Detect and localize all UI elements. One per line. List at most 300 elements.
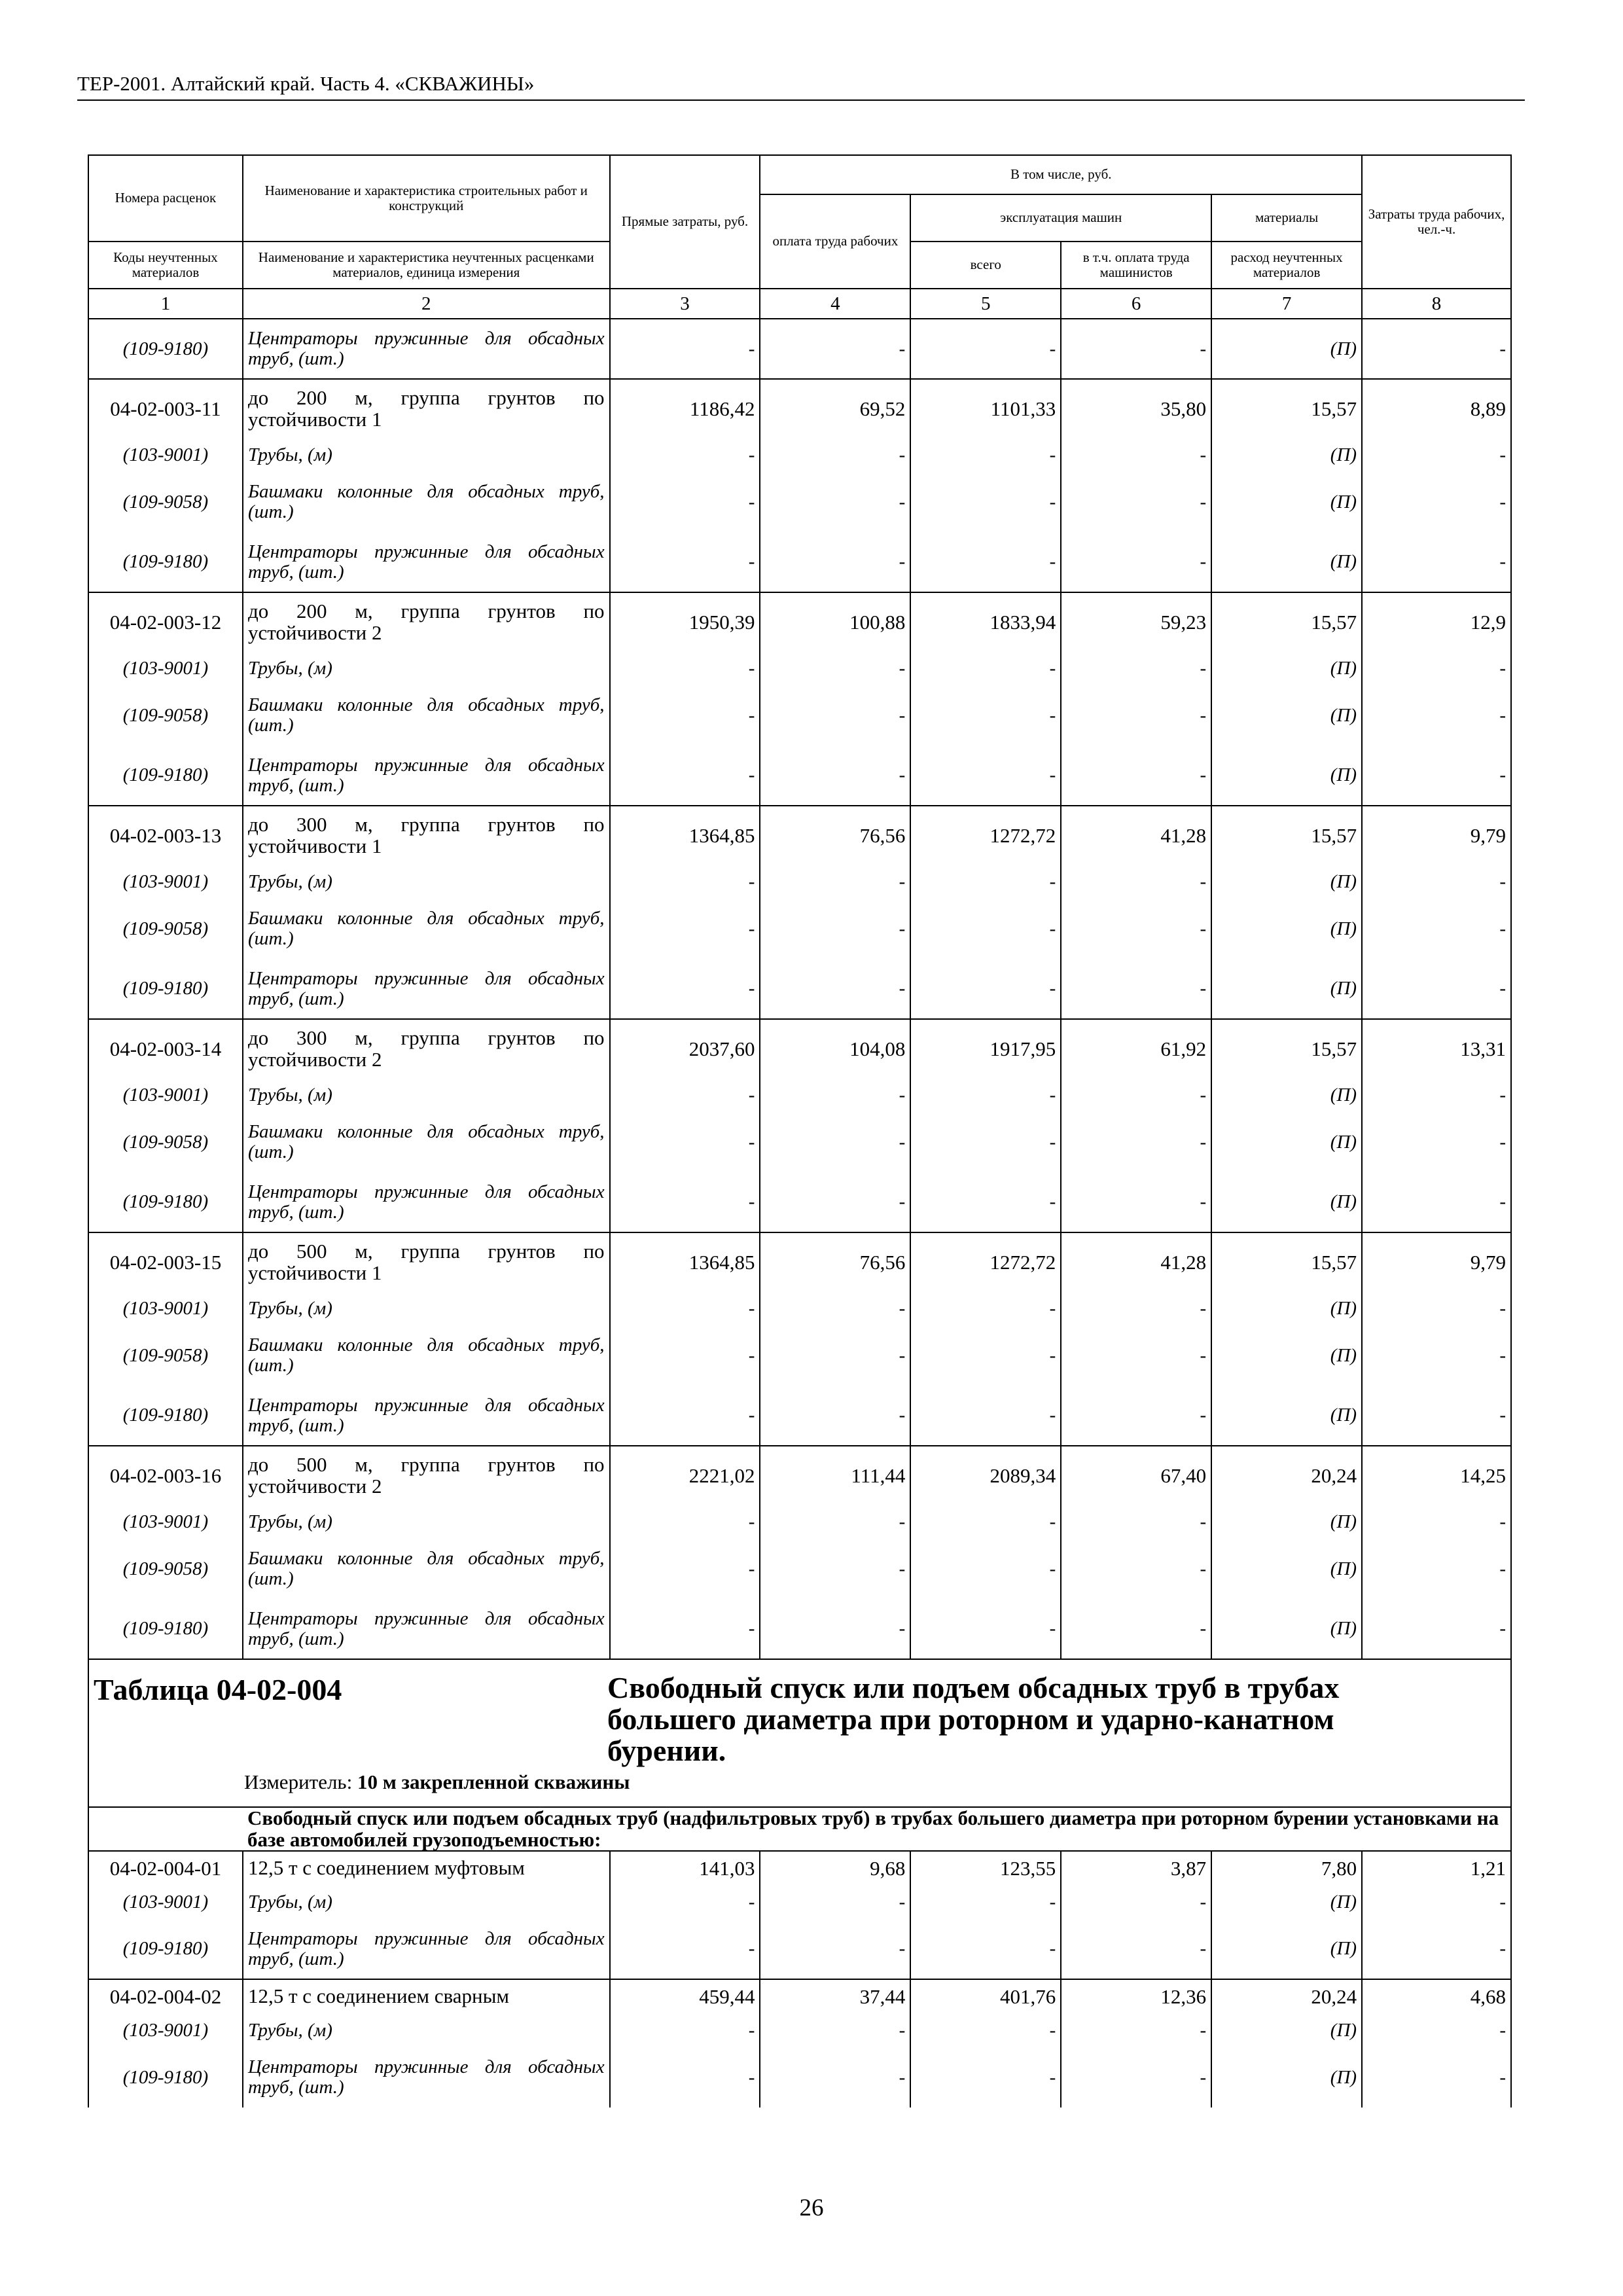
- cell-dash: -: [910, 959, 1061, 1019]
- cell-dash: -: [1061, 438, 1211, 472]
- cell-dash: -: [910, 1599, 1061, 1659]
- cell-dash: -: [1362, 472, 1511, 532]
- column-number: 6: [1061, 289, 1211, 319]
- cell-dash: -: [910, 2047, 1061, 2108]
- cell-dash: -: [610, 1919, 760, 1979]
- cell-dash: -: [1061, 472, 1211, 532]
- cell-dash: -: [910, 2013, 1061, 2047]
- cell-dash: -: [1061, 1505, 1211, 1539]
- cell-material-mark: (П): [1211, 1539, 1362, 1599]
- cell-dash: -: [760, 685, 910, 745]
- rate-name: до 500 м, группа грунтов по устойчивости 1: [243, 1232, 610, 1291]
- cell-dash: -: [1061, 1172, 1211, 1232]
- material-code: (103-9001): [88, 1078, 243, 1112]
- col-header-direct-costs: Прямые затраты, руб.: [610, 155, 760, 289]
- cell-c4: 9,68: [760, 1851, 910, 1885]
- cell-dash: -: [1362, 532, 1511, 592]
- cell-material-mark: (П): [1211, 2013, 1362, 2047]
- cell-dash: -: [1362, 2047, 1511, 2108]
- rate-code: 04-02-004-01: [88, 1851, 243, 1885]
- cell-dash: -: [760, 1325, 910, 1386]
- column-number: 2: [243, 289, 610, 319]
- cell-labor: -: [1362, 319, 1511, 379]
- material-code: (109-9058): [88, 899, 243, 959]
- cell-dash: -: [910, 745, 1061, 806]
- material-row: [88, 1539, 1511, 1599]
- material-code: (109-9180): [88, 1599, 243, 1659]
- cell-material-mark: (П): [1211, 899, 1362, 959]
- col-header-operator-pay: в т.ч. оплата труда машинистов: [1061, 242, 1211, 289]
- cell-c7: 15,57: [1211, 379, 1362, 438]
- cell-dash: -: [760, 2013, 910, 2047]
- cell-dash: -: [1362, 1078, 1511, 1112]
- cell-dash: -: [760, 2047, 910, 2108]
- cell-dash: -: [1061, 959, 1211, 1019]
- section-heading-row: [88, 1807, 1511, 1851]
- material-code: (109-9058): [88, 472, 243, 532]
- cell-dash: -: [760, 532, 910, 592]
- cell-dash: -: [610, 1112, 760, 1172]
- material-name: Башмаки колонные для обсадных труб, (шт.): [243, 1539, 610, 1599]
- cell-dash: -: [610, 532, 760, 592]
- rate-row: [88, 379, 1511, 438]
- material-code: (109-9058): [88, 1539, 243, 1599]
- cell-material-mark: (П): [1211, 1112, 1362, 1172]
- cell-c7: 20,24: [1211, 1446, 1362, 1505]
- rate-name: до 300 м, группа грунтов по устойчивости 2: [243, 1019, 610, 1078]
- cell-c8: 14,25: [1362, 1446, 1511, 1505]
- cell-c8: 1,21: [1362, 1851, 1511, 1885]
- col-header-machines-total: всего: [910, 242, 1061, 289]
- cell-c3: 2221,02: [610, 1446, 760, 1505]
- cell-material-mark: (П): [1211, 1919, 1362, 1979]
- rate-row: [88, 592, 1511, 651]
- cell-dash: -: [760, 472, 910, 532]
- cell-dash: -: [610, 1599, 760, 1659]
- cell-dash: -: [910, 865, 1061, 899]
- cell-c4: 104,08: [760, 1019, 910, 1078]
- material-row: [88, 1172, 1511, 1232]
- material-name: Башмаки колонные для обсадных труб, (шт.): [243, 1325, 610, 1386]
- table2-label: Таблица 04-02-004: [94, 1672, 342, 1706]
- cell-material-mark: (П): [1211, 865, 1362, 899]
- cell-dash: -: [1061, 865, 1211, 899]
- rate-row: [88, 1019, 1511, 1078]
- cell-c8: 9,79: [1362, 806, 1511, 865]
- rate-name: 12,5 т с соединением сварным: [243, 1979, 610, 2013]
- cell-dash: -: [760, 438, 910, 472]
- cell-c5: 1917,95: [910, 1019, 1061, 1078]
- cell-dash: -: [1362, 1539, 1511, 1599]
- material-row: [88, 1599, 1511, 1659]
- rate-code: 04-02-003-12: [88, 592, 243, 651]
- cell-material-mark: (П): [1211, 651, 1362, 685]
- material-name: Башмаки колонные для обсадных труб, (шт.): [243, 685, 610, 745]
- cell-dash: -: [1362, 1599, 1511, 1659]
- cell-dash: -: [910, 1112, 1061, 1172]
- cell-c6: 41,28: [1061, 1232, 1211, 1291]
- material-name: Центраторы пружинные для обсадных труб, (шт.): [243, 1172, 610, 1232]
- cell-dash: -: [760, 865, 910, 899]
- cell-material-mark: (П): [1211, 959, 1362, 1019]
- cell-c6: 12,36: [1061, 1979, 1211, 2013]
- cell-c4: 100,88: [760, 592, 910, 651]
- cell-c7: 15,57: [1211, 1019, 1362, 1078]
- cell-c5: 1101,33: [910, 379, 1061, 438]
- cell-dash: -: [910, 1919, 1061, 1979]
- cell-c7: 20,24: [1211, 1979, 1362, 2013]
- cell-dash: -: [1362, 1291, 1511, 1325]
- cell-dash: -: [610, 1505, 760, 1539]
- cell-dash: -: [1061, 2013, 1211, 2047]
- material-row: [88, 1112, 1511, 1172]
- cell-dash: -: [1362, 685, 1511, 745]
- cell-dash: -: [910, 1386, 1061, 1446]
- cell-dash: -: [610, 685, 760, 745]
- cell-c5: 1272,72: [910, 806, 1061, 865]
- material-code: (109-9058): [88, 685, 243, 745]
- cell-dash: -: [760, 1919, 910, 1979]
- rate-code: 04-02-003-14: [88, 1019, 243, 1078]
- cell-dash: -: [1362, 1505, 1511, 1539]
- cell-dash: -: [1061, 1599, 1211, 1659]
- cell-dash: -: [610, 1172, 760, 1232]
- cell-material-mark: (П): [1211, 1505, 1362, 1539]
- cell-dash: -: [1061, 1112, 1211, 1172]
- material-row: [88, 319, 1511, 379]
- cell-c4: 76,56: [760, 806, 910, 865]
- cell-dash: -: [760, 651, 910, 685]
- column-number: 3: [610, 289, 760, 319]
- cell-dash: -: [1061, 1885, 1211, 1919]
- rate-code: 04-02-003-13: [88, 806, 243, 865]
- material-code: (109-9180): [88, 1172, 243, 1232]
- cell-dash: -: [1362, 1386, 1511, 1446]
- cell-dash: -: [610, 2013, 760, 2047]
- cell-c3: 1186,42: [610, 379, 760, 438]
- rate-name: до 200 м, группа грунтов по устойчивости 2: [243, 592, 610, 651]
- cell-dash: -: [610, 1078, 760, 1112]
- material-row: [88, 1325, 1511, 1386]
- rate-row: [88, 1979, 1511, 2013]
- cell-c5: 1272,72: [910, 1232, 1061, 1291]
- cell-c3: 1364,85: [610, 806, 760, 865]
- cell-dash: -: [760, 1386, 910, 1446]
- material-name: Центраторы пружинные для обсадных труб, (шт.): [243, 532, 610, 592]
- cell-dash: -: [1362, 438, 1511, 472]
- cell-c3: 459,44: [610, 1979, 760, 2013]
- column-numbers-row: [88, 289, 1511, 319]
- cell-dash: -: [610, 1325, 760, 1386]
- cell-dash: -: [1061, 745, 1211, 806]
- material-row: [88, 532, 1511, 592]
- rate-code: 04-02-004-02: [88, 1979, 243, 2013]
- material-row: [88, 745, 1511, 806]
- material-name: Трубы, (м): [243, 651, 610, 685]
- cell-dash: -: [1061, 685, 1211, 745]
- cell-dash: -: [610, 1885, 760, 1919]
- cell-c6: 3,87: [1061, 1851, 1211, 1885]
- material-code: (103-9001): [88, 1505, 243, 1539]
- cell-c3: 1364,85: [610, 1232, 760, 1291]
- material-name: Трубы, (м): [243, 2013, 610, 2047]
- cell-dash: -: [910, 899, 1061, 959]
- cell-dash: -: [1061, 1078, 1211, 1112]
- rate-name: до 500 м, группа грунтов по устойчивости 2: [243, 1446, 610, 1505]
- cell-c7: 15,57: [1211, 806, 1362, 865]
- col-header-materials: материалы: [1211, 194, 1362, 242]
- cell-worker-pay: -: [760, 319, 910, 379]
- cell-dash: -: [910, 1505, 1061, 1539]
- material-code: (103-9001): [88, 651, 243, 685]
- cell-dash: -: [1362, 1172, 1511, 1232]
- material-row: [88, 1505, 1511, 1539]
- cell-dash: -: [760, 1172, 910, 1232]
- cell-dash: -: [760, 899, 910, 959]
- cell-dash: -: [610, 1291, 760, 1325]
- cell-c8: 12,9: [1362, 592, 1511, 651]
- material-code: (109-9058): [88, 1112, 243, 1172]
- cell-dash: -: [1061, 1386, 1211, 1446]
- column-number: 7: [1211, 289, 1362, 319]
- material-name: Трубы, (м): [243, 865, 610, 899]
- cell-dash: -: [910, 1291, 1061, 1325]
- cell-dash: -: [1362, 1112, 1511, 1172]
- cell-dash: -: [1061, 899, 1211, 959]
- material-name: Центраторы пружинные для обсадных труб, (шт.): [243, 1599, 610, 1659]
- cell-dash: -: [610, 865, 760, 899]
- material-name: Трубы, (м): [243, 1505, 610, 1539]
- material-row: [88, 959, 1511, 1019]
- cell-material-mark: (П): [1211, 1885, 1362, 1919]
- material-code: (103-9001): [88, 2013, 243, 2047]
- page-number: 26: [799, 2195, 824, 2221]
- cell-material-mark: (П): [1211, 319, 1362, 379]
- rate-code: 04-02-003-16: [88, 1446, 243, 1505]
- cell-dash: -: [760, 1112, 910, 1172]
- cell-c6: 67,40: [1061, 1446, 1211, 1505]
- table2-title-row: [88, 1659, 1511, 1807]
- cell-material-mark: (П): [1211, 685, 1362, 745]
- rate-name: 12,5 т с соединением муфтовым: [243, 1851, 610, 1885]
- cell-dash: -: [1061, 1325, 1211, 1386]
- cell-c4: 69,52: [760, 379, 910, 438]
- cell-c4: 37,44: [760, 1979, 910, 2013]
- cell-dash: -: [910, 1172, 1061, 1232]
- col-header-labor-hours: Затраты труда рабочих, чел.-ч.: [1362, 155, 1511, 289]
- rate-row: [88, 1232, 1511, 1291]
- cell-c3: 2037,60: [610, 1019, 760, 1078]
- cell-dash: -: [1061, 1539, 1211, 1599]
- cell-dash: -: [1362, 899, 1511, 959]
- material-name: Центраторы пружинные для обсадных труб, (шт.): [243, 319, 610, 379]
- cell-dash: -: [610, 959, 760, 1019]
- material-code: (109-9180): [88, 959, 243, 1019]
- material-name: Центраторы пружинные для обсадных труб, (шт.): [243, 745, 610, 806]
- material-name: Башмаки колонные для обсадных труб, (шт.): [243, 1112, 610, 1172]
- cell-dash: -: [610, 1386, 760, 1446]
- cell-dash: -: [1362, 959, 1511, 1019]
- cell-dash: -: [760, 1291, 910, 1325]
- table2-rows: [88, 1851, 1511, 2108]
- material-name: Центраторы пружинные для обсадных труб, (шт.): [243, 2047, 610, 2108]
- cell-material-mark: (П): [1211, 745, 1362, 806]
- table-body: [88, 319, 1511, 379]
- price-table: [88, 154, 1512, 2108]
- cell-dash: -: [760, 1599, 910, 1659]
- cell-material-mark: (П): [1211, 1325, 1362, 1386]
- material-code: (109-9180): [88, 2047, 243, 2108]
- material-code: (103-9001): [88, 1885, 243, 1919]
- cell-dash: -: [610, 438, 760, 472]
- material-name: Центраторы пружинные для обсадных труб, (шт.): [243, 1919, 610, 1979]
- material-row: [88, 2047, 1511, 2108]
- cell-c4: 111,44: [760, 1446, 910, 1505]
- rate-name: до 300 м, группа грунтов по устойчивости 1: [243, 806, 610, 865]
- cell-c5: 2089,34: [910, 1446, 1061, 1505]
- material-row: [88, 1078, 1511, 1112]
- table2-caption: Свободный спуск или подъем обсадных труб в трубах большего диаметра при роторном и ударно-канатном бурении.: [607, 1670, 1340, 1768]
- material-code: (109-9180): [88, 745, 243, 806]
- cell-dash: -: [1362, 865, 1511, 899]
- cell-material-mark: (П): [1211, 1172, 1362, 1232]
- material-code: (109-9058): [88, 1325, 243, 1386]
- cell-dash: -: [760, 1885, 910, 1919]
- rate-rows: [88, 379, 1511, 1659]
- col-header-work-name: Наименование и характеристика строительных работ и конструкций: [243, 155, 610, 242]
- section-heading: Свободный спуск или подъем обсадных труб (надфильтровых труб) в трубах большего диаметра при роторном бурении установками на базе автомобилей грузоподъемностью:: [243, 1807, 1511, 1851]
- meter-label: Измеритель:: [244, 1770, 353, 1794]
- col-header-material-codes: Коды неучтенных материалов: [88, 242, 243, 289]
- material-row: [88, 899, 1511, 959]
- col-header-unaccounted-materials: расход неучтенных материалов: [1211, 242, 1362, 289]
- column-number: 5: [910, 289, 1061, 319]
- cell-dash: -: [760, 959, 910, 1019]
- cell-material-mark: (П): [1211, 1599, 1362, 1659]
- material-code: (103-9001): [88, 438, 243, 472]
- cell-c3: 141,03: [610, 1851, 760, 1885]
- rate-name: до 200 м, группа грунтов по устойчивости 1: [243, 379, 610, 438]
- cell-dash: -: [760, 1539, 910, 1599]
- material-row: [88, 1291, 1511, 1325]
- material-code: (103-9001): [88, 865, 243, 899]
- material-name: Трубы, (м): [243, 438, 610, 472]
- cell-c4: 76,56: [760, 1232, 910, 1291]
- material-row: [88, 438, 1511, 472]
- cell-direct: -: [610, 319, 760, 379]
- cell-dash: -: [1362, 745, 1511, 806]
- cell-dash: -: [1362, 1885, 1511, 1919]
- table2-meter: [94, 1770, 1506, 1794]
- material-name: Центраторы пружинные для обсадных труб, (шт.): [243, 959, 610, 1019]
- running-header: ТЕР-2001. Алтайский край. Часть 4. «СКВАЖИНЫ»: [77, 72, 1525, 101]
- cell-dash: -: [1061, 2047, 1211, 2108]
- cell-material-mark: (П): [1211, 472, 1362, 532]
- cell-dash: -: [610, 1539, 760, 1599]
- cell-c7: 15,57: [1211, 592, 1362, 651]
- cell-c5: 401,76: [910, 1979, 1061, 2013]
- cell-c6: 35,80: [1061, 379, 1211, 438]
- rate-row: [88, 1851, 1511, 1885]
- cell-c6: 41,28: [1061, 806, 1211, 865]
- rate-row: [88, 806, 1511, 865]
- cell-dash: -: [910, 1885, 1061, 1919]
- material-name: Центраторы пружинные для обсадных труб, (шт.): [243, 1386, 610, 1446]
- material-row: [88, 651, 1511, 685]
- cell-material-mark: (П): [1211, 1291, 1362, 1325]
- rate-row: [88, 1446, 1511, 1505]
- material-row: [88, 2013, 1511, 2047]
- cell-c6: 61,92: [1061, 1019, 1211, 1078]
- material-code: (109-9180): [88, 532, 243, 592]
- meter-value: 10 м закрепленной скважины: [357, 1770, 630, 1794]
- cell-dash: -: [760, 1505, 910, 1539]
- cell-dash: -: [910, 438, 1061, 472]
- material-name: Трубы, (м): [243, 1291, 610, 1325]
- cell-dash: -: [910, 1078, 1061, 1112]
- cell-dash: -: [910, 651, 1061, 685]
- cell-c7: 15,57: [1211, 1232, 1362, 1291]
- material-row: [88, 1919, 1511, 1979]
- col-header-machines: эксплуатация машин: [910, 194, 1211, 242]
- material-code: (109-9180): [88, 319, 243, 379]
- material-code: (109-9180): [88, 1919, 243, 1979]
- cell-material-mark: (П): [1211, 438, 1362, 472]
- cell-dash: -: [760, 1078, 910, 1112]
- cell-dash: -: [910, 532, 1061, 592]
- cell-dash: -: [1362, 2013, 1511, 2047]
- material-name: Башмаки колонные для обсадных труб, (шт.): [243, 899, 610, 959]
- cell-dash: -: [610, 745, 760, 806]
- cell-dash: -: [910, 472, 1061, 532]
- cell-dash: -: [910, 1325, 1061, 1386]
- cell-operator-pay: -: [1061, 319, 1211, 379]
- col-header-material-names: Наименование и характеристика неучтенных расценками материалов, единица измерения: [243, 242, 610, 289]
- cell-dash: -: [1061, 651, 1211, 685]
- cell-dash: -: [610, 472, 760, 532]
- column-number: 1: [88, 289, 243, 319]
- cell-dash: -: [1362, 651, 1511, 685]
- cell-dash: -: [1061, 1919, 1211, 1979]
- cell-dash: -: [1061, 532, 1211, 592]
- cell-c6: 59,23: [1061, 592, 1211, 651]
- cell-c5: 123,55: [910, 1851, 1061, 1885]
- rate-code: 04-02-003-11: [88, 379, 243, 438]
- material-row: [88, 1885, 1511, 1919]
- cell-dash: -: [760, 745, 910, 806]
- cell-material-mark: (П): [1211, 1386, 1362, 1446]
- cell-dash: -: [610, 2047, 760, 2108]
- material-name: Башмаки колонные для обсадных труб, (шт.): [243, 472, 610, 532]
- cell-machines: -: [910, 319, 1061, 379]
- cell-c7: 7,80: [1211, 1851, 1362, 1885]
- cell-dash: -: [610, 899, 760, 959]
- cell-c8: 9,79: [1362, 1232, 1511, 1291]
- column-number: 8: [1362, 289, 1511, 319]
- material-row: [88, 685, 1511, 745]
- cell-c8: 8,89: [1362, 379, 1511, 438]
- col-header-worker-pay: оплата труда рабочих: [760, 194, 910, 289]
- material-row: [88, 472, 1511, 532]
- cell-material-mark: (П): [1211, 2047, 1362, 2108]
- cell-dash: -: [610, 651, 760, 685]
- table-head: [88, 155, 1511, 319]
- cell-c8: 13,31: [1362, 1019, 1511, 1078]
- cell-material-mark: (П): [1211, 1078, 1362, 1112]
- cell-dash: -: [1061, 1291, 1211, 1325]
- col-header-rate-number: Номера расценок: [88, 155, 243, 242]
- material-code: (109-9180): [88, 1386, 243, 1446]
